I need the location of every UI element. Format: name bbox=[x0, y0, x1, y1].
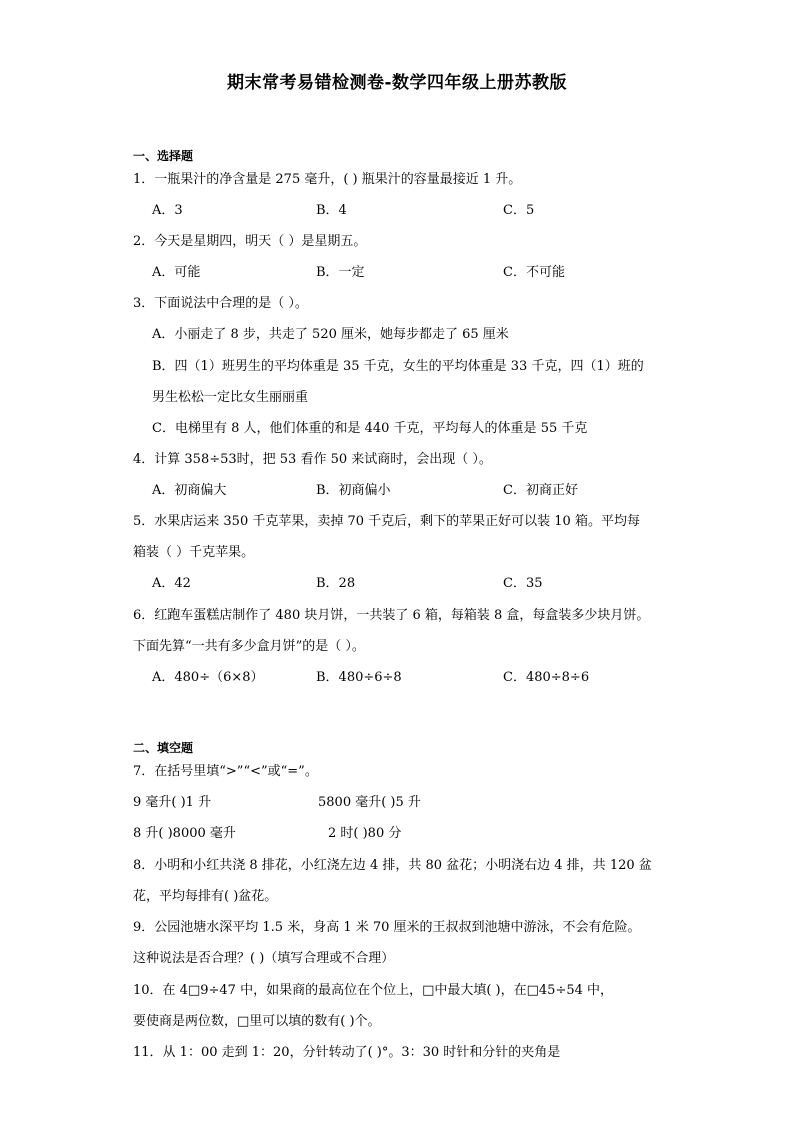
q5-stem-line1: 5．水果店运来 350 千克苹果，卖掉 70 千克后，剩下的苹果正好可以装 10 箱。平均每 bbox=[133, 514, 640, 529]
q11-line1: 11．从 1：00 走到 1：20，分针转动了( )°。3：30 时针和分针的夹角是 bbox=[133, 1045, 561, 1060]
q4-option-b: B．初商偏小 bbox=[316, 483, 391, 498]
q3-option-c: C．电梯里有 8 人，他们体重的和是 440 千克，平均每人的体重是 55 千克 bbox=[152, 421, 588, 436]
section-choice-heading: 一、选择题 bbox=[133, 149, 194, 163]
q6-stem-line2: 下面先算“一共有多少盒月饼”的是（ ）。 bbox=[133, 639, 365, 654]
section-fill-heading: 二、填空题 bbox=[133, 741, 194, 755]
q7-compare-3: 8 升( )8000 毫升 bbox=[133, 826, 236, 841]
q5-option-a: A．42 bbox=[152, 576, 191, 591]
q4-option-c: C．初商正好 bbox=[503, 483, 578, 498]
q10-line2: 要使商是两位数，□里可以填的数有( )个。 bbox=[133, 1014, 381, 1029]
q2-option-b: B．一定 bbox=[316, 265, 365, 280]
q8-line2: 花，平均每排有( )盆花。 bbox=[133, 889, 278, 904]
q5-stem-line2: 箱装（ ）千克苹果。 bbox=[133, 545, 255, 560]
q6-stem-line1: 6．红跑车蛋糕店制作了 480 块月饼，一共装了 6 箱，每箱装 8 盒，每盒装多少块月饼。 bbox=[133, 608, 650, 623]
q10-line1: 10．在 4□9÷47 中，如果商的最高位在个位上，□中最大填( )，在□45÷54 中， bbox=[133, 983, 614, 998]
q9-line2: 这种说法是否合理？( )（填写合理或不合理） bbox=[133, 951, 395, 966]
q7-stem: 7．在括号里填“>”“<”或“=”。 bbox=[133, 764, 318, 779]
q8-line1: 8．小明和小红共浇 8 排花，小红浇左边 4 排，共 80 盆花；小明浇右边 4 排，共 120 盆 bbox=[133, 858, 652, 873]
exam-title: 期末常考易错检测卷-数学四年级上册苏教版 bbox=[226, 73, 568, 93]
q3-option-b-line2: 男生松松一定比女生丽丽重 bbox=[152, 390, 309, 405]
q2-option-c: C．不可能 bbox=[503, 265, 565, 280]
q9-line1: 9．公园池塘水深平均 1.5 米，身高 1 米 70 厘米的王叔叔到池塘中游泳，不会有危险。 bbox=[133, 920, 641, 935]
q4-option-a: A．初商偏大 bbox=[152, 483, 227, 498]
q3-option-a: A．小丽走了 8 步，共走了 520 厘米，她每步都走了 65 厘米 bbox=[152, 327, 509, 342]
q1-option-b: B．4 bbox=[316, 203, 347, 218]
q2-option-a: A．可能 bbox=[152, 265, 201, 280]
q3-option-b-line1: B．四（1）班男生的平均体重是 35 千克，女生的平均体重是 33 千克，四（1）班的 bbox=[152, 359, 644, 374]
q6-option-a: A．480÷（6×8） bbox=[152, 670, 264, 685]
q5-option-b: B．28 bbox=[316, 576, 356, 591]
q5-option-c: C．35 bbox=[503, 576, 543, 591]
q4-stem: 4．计算 358÷53时，把 53 看作 50 来试商时，会出现（ ）。 bbox=[133, 452, 492, 467]
q7-compare-4: 2 时( )80 分 bbox=[328, 826, 402, 841]
q1-option-a: A．3 bbox=[152, 203, 183, 218]
q6-option-c: C．480÷8÷6 bbox=[503, 670, 590, 685]
q6-option-b: B．480÷6÷8 bbox=[316, 670, 402, 685]
q7-compare-2: 5800 毫升( )5 升 bbox=[318, 795, 421, 810]
q3-stem: 3．下面说法中合理的是（ ）。 bbox=[133, 296, 308, 311]
q1-stem: 1．一瓶果汁的净含量是 275 毫升，( ) 瓶果汁的容量最接近 1 升。 bbox=[133, 172, 522, 187]
q7-compare-1: 9 毫升( )1 升 bbox=[133, 795, 212, 810]
q1-option-c: C．5 bbox=[503, 203, 535, 218]
q2-stem: 2．今天是星期四，明天（ ）是星期五。 bbox=[133, 234, 367, 249]
